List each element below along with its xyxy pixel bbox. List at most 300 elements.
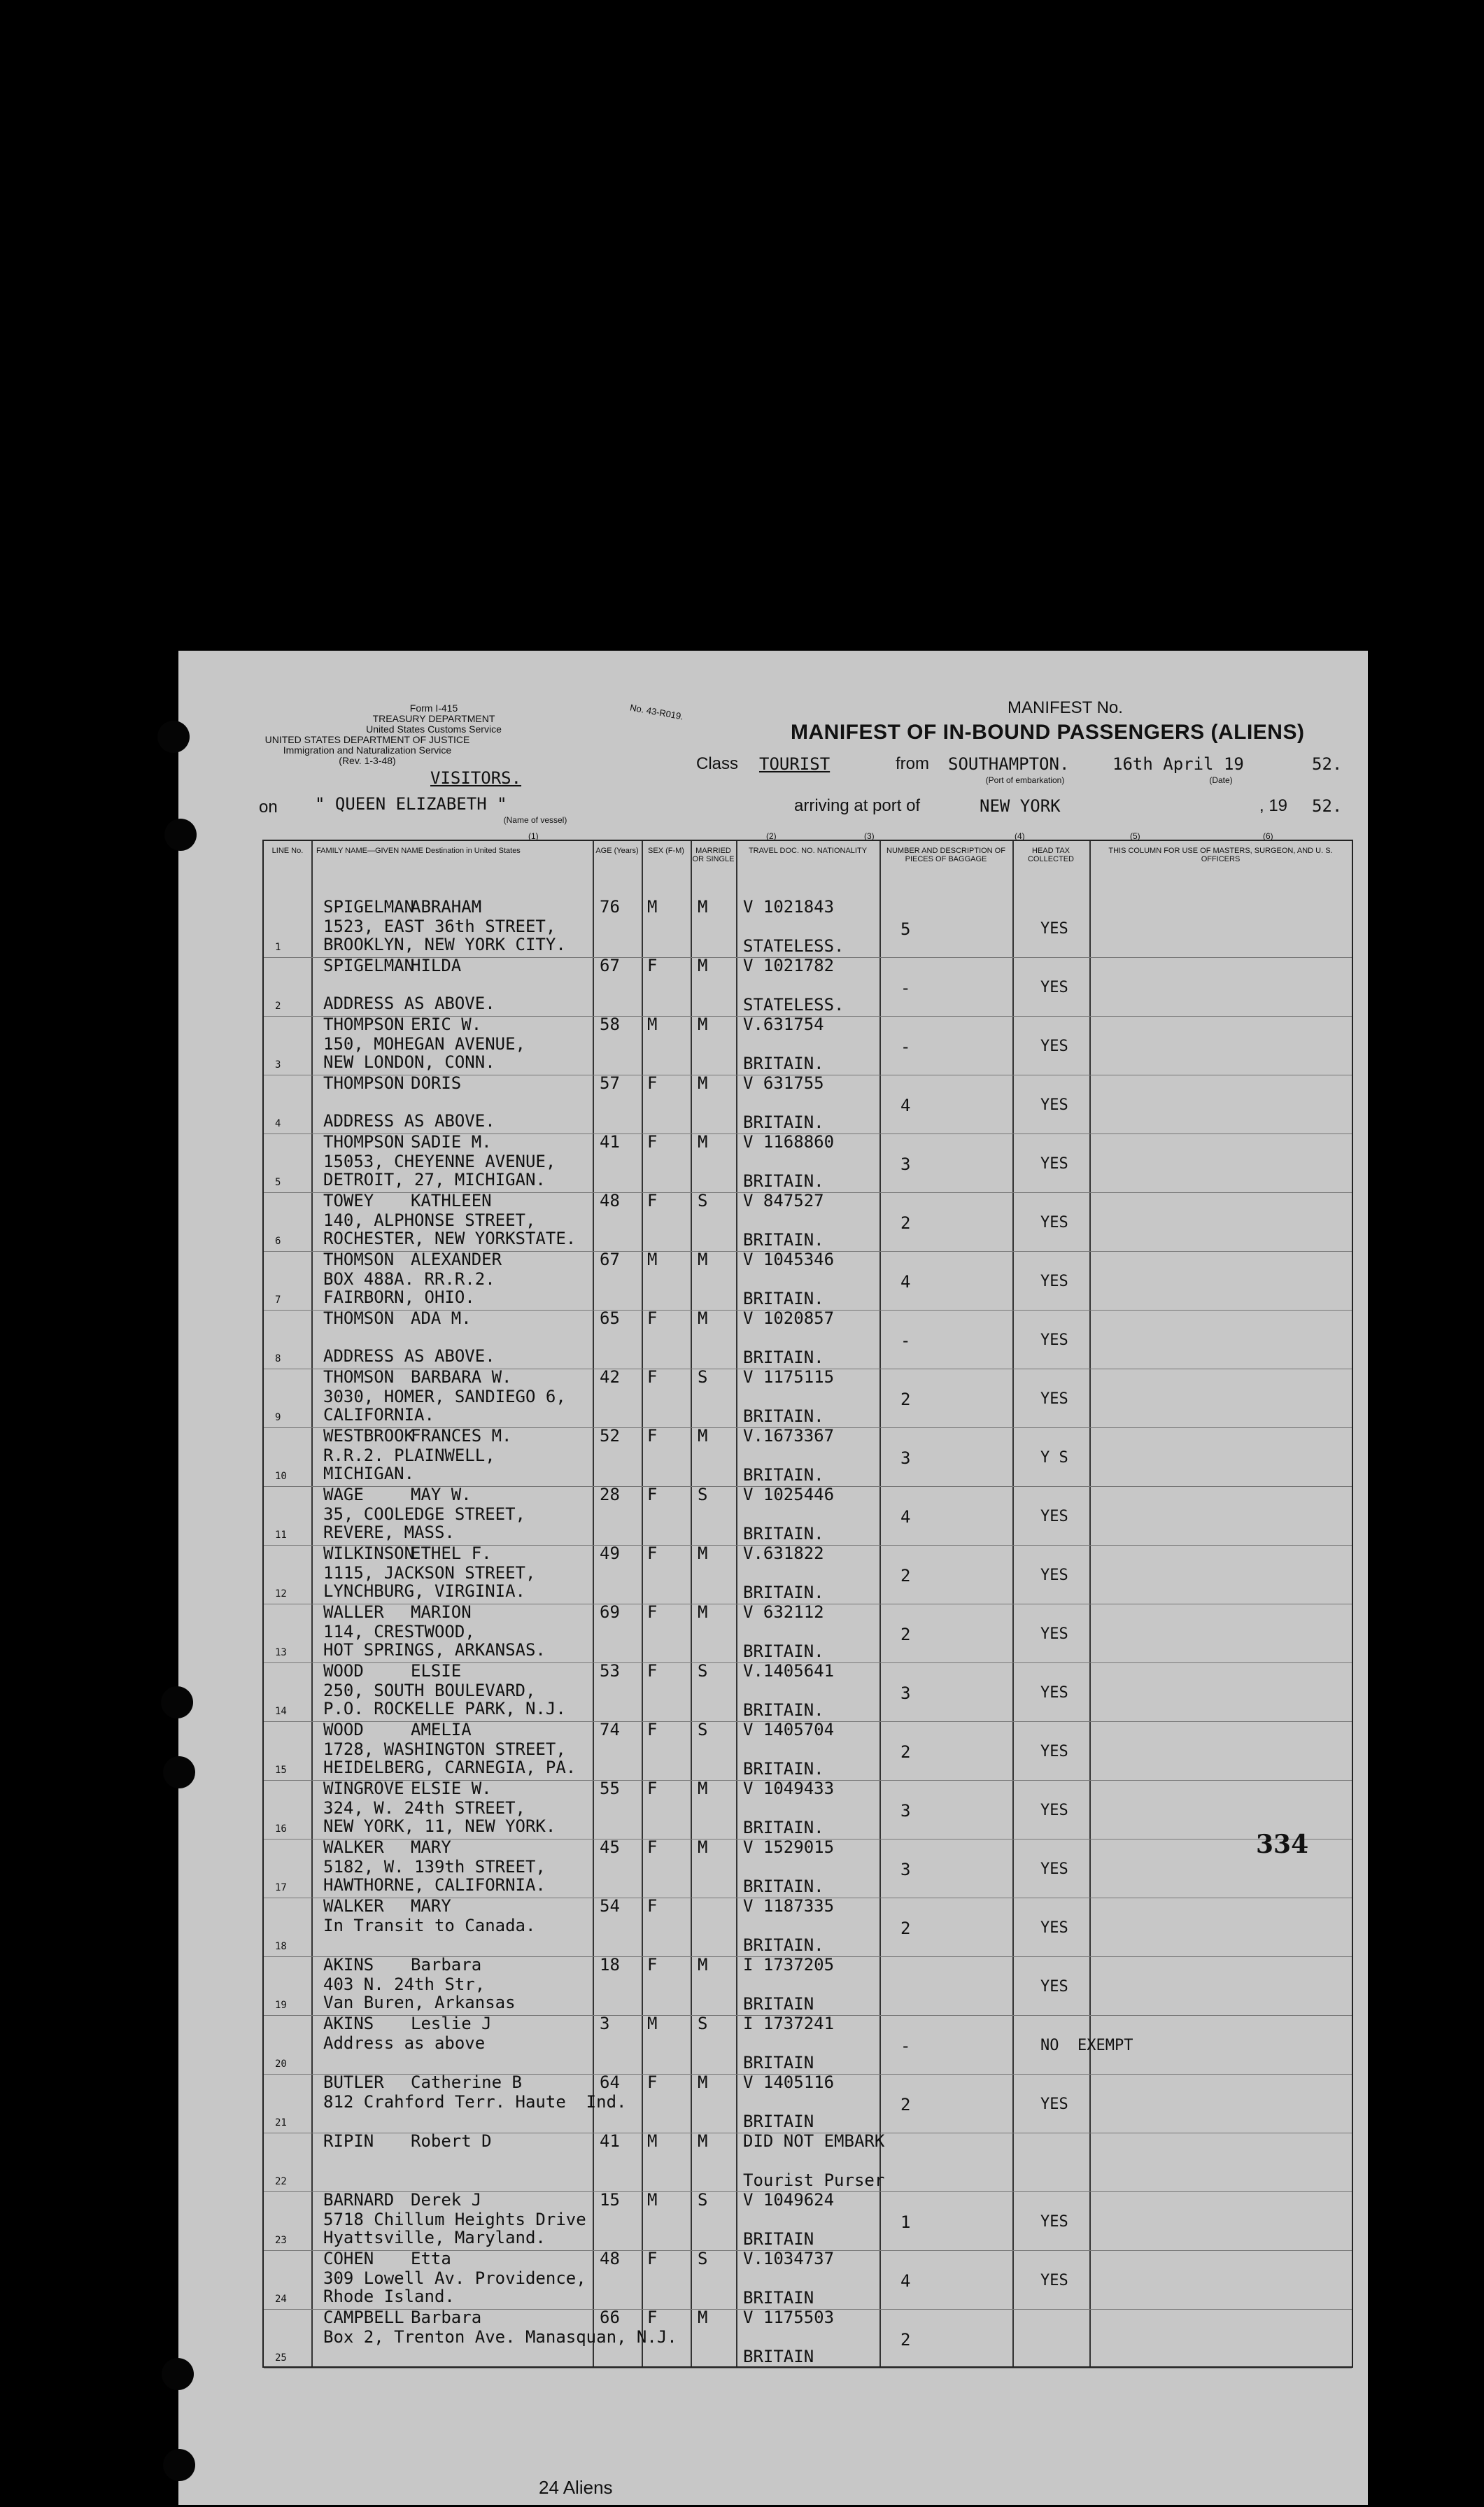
cell-addr2: REVERE, MASS.: [323, 1523, 455, 1542]
date-year: 52.: [1312, 754, 1343, 774]
cell-ms: M: [698, 2308, 708, 2327]
ins-label: Immigration and Naturalization Service: [283, 744, 452, 756]
cell-sex: F: [647, 1485, 658, 1504]
cell-num: 10: [275, 1471, 287, 1482]
manifest-table: [262, 840, 1353, 2368]
cell-bag: 1: [900, 2212, 911, 2232]
cell-nat: BRITAIN.: [743, 1171, 824, 1191]
cell-bag: 5: [900, 919, 911, 939]
cell-given: Leslie J: [411, 2014, 492, 2033]
cell-family: SPIGELMAN: [323, 956, 415, 975]
cell-ms: M: [698, 1837, 708, 1857]
cell-addr: Box 2, Trenton Ave. Manasquan, N.J.: [323, 2327, 677, 2347]
table-row: [264, 2190, 1352, 2251]
cell-family: WOOD: [323, 1720, 364, 1739]
cell-num: 8: [275, 1353, 281, 1364]
cell-ms: M: [698, 1602, 708, 1622]
cell-num: 16: [275, 1823, 287, 1835]
cell-age: 76: [600, 897, 620, 917]
manifest-number-label: MANIFEST No.: [1008, 698, 1123, 717]
col-number-3: (3): [864, 831, 875, 841]
cell-addr2: ROCHESTER, NEW YORKSTATE.: [323, 1229, 577, 1248]
cell-nat: BRITAIN.: [743, 1230, 824, 1250]
cell-family: CAMPBELL: [323, 2308, 404, 2327]
punch-hole: [162, 2358, 194, 2390]
table-row: [264, 2249, 1352, 2310]
cell-nat: BRITAIN.: [743, 1113, 824, 1132]
cell-doc: V.1673367: [743, 1426, 835, 1446]
table-row: [264, 1602, 1352, 1663]
cell-nat: BRITAIN: [743, 1994, 814, 2014]
punch-hole: [163, 1756, 195, 1788]
cell-age: 48: [600, 2249, 620, 2268]
cell-ms: S: [698, 1720, 708, 1739]
cell-bag: 2: [900, 1213, 911, 1233]
cell-nat: BRITAIN.: [743, 1935, 824, 1955]
cell-addr: 1115, JACKSON STREET,: [323, 1563, 536, 1583]
cell-tax: YES: [1040, 1508, 1068, 1525]
cell-addr: 324, W. 24th STREET,: [323, 1798, 525, 1818]
cell-family: WAGE: [323, 1485, 364, 1504]
cell-doc: V 1175503: [743, 2308, 835, 2327]
cell-doc: V 1529015: [743, 1837, 835, 1857]
cell-age: 65: [600, 1308, 620, 1328]
cell-sex: F: [647, 1896, 658, 1916]
cell-tax: NO EXEMPT: [1040, 2037, 1133, 2054]
cell-tax: YES: [1040, 979, 1068, 996]
cell-age: 66: [600, 2308, 620, 2327]
col-number-6: (6): [1263, 831, 1273, 841]
cell-age: 67: [600, 1250, 620, 1269]
cell-ms: M: [698, 1015, 708, 1034]
table-row: [264, 1955, 1352, 2016]
cell-addr2: MICHIGAN.: [323, 1464, 415, 1483]
cell-doc: V 1025446: [743, 1485, 835, 1504]
cell-doc: V 632112: [743, 1602, 824, 1622]
cell-nat: BRITAIN.: [743, 1406, 824, 1426]
table-row: [264, 1426, 1352, 1487]
cell-age: 54: [600, 1896, 620, 1916]
cell-addr: 1728, WASHINGTON STREET,: [323, 1739, 566, 1759]
cell-family: WESTBROOK: [323, 1426, 415, 1446]
cell-tax: YES: [1040, 2096, 1068, 2113]
col-header-baggage: NUMBER AND DESCRIPTION OF PIECES OF BAGGAGE: [886, 847, 1005, 863]
page-stamp-number: 334: [1256, 1830, 1309, 1859]
cell-given: DORIS: [411, 1073, 462, 1093]
cell-sex: F: [647, 2308, 658, 2327]
cell-nat: BRITAIN: [743, 2347, 814, 2366]
table-row: [264, 1015, 1352, 1075]
cell-ms: S: [698, 2014, 708, 2033]
cell-sex: M: [647, 2190, 658, 2210]
cell-family: WINGROVE: [323, 1779, 404, 1798]
cell-given: ELSIE W.: [411, 1779, 492, 1798]
cell-doc: V 1021843: [743, 897, 835, 917]
cell-doc: V 1405116: [743, 2072, 835, 2092]
table-row: [264, 1250, 1352, 1311]
cell-sex: F: [647, 1426, 658, 1446]
cell-age: 18: [600, 1955, 620, 1975]
customs-service: United States Customs Service: [366, 723, 502, 735]
cell-family: WOOD: [323, 1661, 364, 1681]
cell-doc: V 1175115: [743, 1367, 835, 1387]
cell-bag: 3: [900, 1154, 911, 1174]
cell-sex: F: [647, 1544, 658, 1563]
cell-age: 69: [600, 1602, 620, 1622]
cell-bag: 4: [900, 1272, 911, 1292]
cell-num: 3: [275, 1059, 281, 1071]
cell-num: 21: [275, 2117, 287, 2128]
cell-tax: YES: [1040, 1978, 1068, 1996]
cell-nat: BRITAIN: [743, 2288, 814, 2308]
cell-family: BUTLER: [323, 2072, 384, 2092]
cell-doc: V 1020857: [743, 1308, 835, 1328]
cell-given: ETHEL F.: [411, 1544, 492, 1563]
cell-nat: BRITAIN: [743, 2229, 814, 2249]
cell-tax: YES: [1040, 920, 1068, 938]
cell-family: TOWEY: [323, 1191, 374, 1210]
cell-age: 53: [600, 1661, 620, 1681]
table-row: [264, 1837, 1352, 1898]
cell-family: THOMPSON: [323, 1132, 404, 1152]
cell-addr: 140, ALPHONSE STREET,: [323, 1210, 536, 1230]
cell-addr2: P.O. ROCKELLE PARK, N.J.: [323, 1699, 566, 1718]
cell-num: 19: [275, 2000, 287, 2011]
cell-tax: YES: [1040, 1743, 1068, 1760]
cell-sex: M: [647, 1250, 658, 1269]
cell-sex: F: [647, 1191, 658, 1210]
cell-nat: BRITAIN.: [743, 1641, 824, 1661]
cell-nat: Tourist Purser: [743, 2170, 885, 2190]
col-header-marital: MARRIED OR SINGLE: [692, 847, 735, 863]
cell-sex: F: [647, 1308, 658, 1328]
cell-addr2: DETROIT, 27, MICHIGAN.: [323, 1170, 546, 1189]
treasury-dept: TREASURY DEPARTMENT: [372, 713, 495, 724]
cell-given: Catherine B: [411, 2072, 522, 2092]
cell-doc: V 847527: [743, 1191, 824, 1210]
doj-label: UNITED STATES DEPARTMENT OF JUSTICE: [264, 734, 470, 745]
cell-age: 42: [600, 1367, 620, 1387]
cell-nat: BRITAIN.: [743, 1524, 824, 1544]
cell-addr: 1523, EAST 36th STREET,: [323, 917, 556, 936]
table-row: [264, 1661, 1352, 1722]
table-row: [264, 2072, 1352, 2133]
table-row: [264, 2308, 1352, 2368]
cell-nat: BRITAIN.: [743, 1054, 824, 1073]
col-header-head-tax: HEAD TAX COLLECTED: [1027, 847, 1075, 863]
cell-nat: BRITAIN.: [743, 1348, 824, 1367]
punch-hole: [164, 819, 197, 851]
cell-sex: F: [647, 1779, 658, 1798]
cell-ms: S: [698, 1367, 708, 1387]
cell-family: THOMPSON: [323, 1073, 404, 1093]
cell-nat: BRITAIN.: [743, 1700, 824, 1720]
cell-addr: 5182, W. 139th STREET,: [323, 1857, 546, 1877]
cell-ms: M: [698, 1308, 708, 1328]
arriving-label: arriving at port of: [794, 796, 921, 815]
cell-num: 24: [275, 2294, 287, 2305]
table-row: [264, 1073, 1352, 1134]
arrive-year-prefix: , 19: [1259, 796, 1288, 815]
cell-family: THOMSON: [323, 1250, 395, 1269]
cell-addr: 15053, CHEYENNE AVENUE,: [323, 1152, 556, 1171]
cell-doc: V 1049624: [743, 2190, 835, 2210]
cell-bag: -: [900, 1037, 911, 1057]
cell-tax: Y S: [1040, 1449, 1068, 1467]
cell-given: ELSIE: [411, 1661, 462, 1681]
cell-doc: V 1045346: [743, 1250, 835, 1269]
cell-num: 25: [275, 2352, 287, 2364]
cell-addr2: Rhode Island.: [323, 2287, 455, 2306]
cell-addr2: ADDRESS AS ABOVE.: [323, 1346, 495, 1366]
cell-bag: 4: [900, 1096, 911, 1115]
cell-bag: 4: [900, 1507, 911, 1527]
cell-nat: BRITAIN: [743, 2053, 814, 2072]
form-number: Form I-415: [409, 702, 458, 714]
cell-tax: YES: [1040, 1567, 1068, 1584]
cell-tax: YES: [1040, 2213, 1068, 2231]
cell-doc: V.631822: [743, 1544, 824, 1563]
cell-bag: 2: [900, 1625, 911, 1644]
cell-family: AKINS: [323, 2014, 374, 2033]
cell-doc: V 1405704: [743, 1720, 835, 1739]
arriving-port: NEW YORK: [980, 796, 1061, 816]
cell-given: HILDA: [411, 956, 462, 975]
cell-given: SADIE M.: [411, 1132, 492, 1152]
cell-addr2: CALIFORNIA.: [323, 1405, 434, 1425]
cell-given: FRANCES M.: [411, 1426, 512, 1446]
cell-addr2: FAIRBORN, OHIO.: [323, 1287, 475, 1307]
vessel-label: (Name of vessel): [503, 815, 567, 825]
cell-num: 17: [275, 1882, 287, 1893]
punch-hole: [163, 2449, 195, 2481]
cell-family: AKINS: [323, 1955, 374, 1975]
cell-age: 45: [600, 1837, 620, 1857]
col-header-line: LINE No.: [271, 847, 304, 855]
col-number-5: (5): [1130, 831, 1140, 841]
cell-bag: 4: [900, 2271, 911, 2291]
rev-label: (Rev. 1-3-48): [339, 755, 396, 766]
cell-sex: F: [647, 1955, 658, 1975]
cell-given: Etta: [411, 2249, 451, 2268]
cell-addr2: BROOKLYN, NEW YORK CITY.: [323, 935, 566, 954]
cell-sex: F: [647, 1720, 658, 1739]
cell-num: 9: [275, 1412, 281, 1423]
class-label: Class: [696, 754, 739, 773]
table-row: [264, 1896, 1352, 1957]
cell-addr: 35, COOLEDGE STREET,: [323, 1504, 525, 1524]
cell-family: RIPIN: [323, 2131, 374, 2151]
cell-nat: BRITAIN.: [743, 1465, 824, 1485]
cell-age: 41: [600, 1132, 620, 1152]
col-number-2: (2): [766, 831, 777, 841]
cell-bag: 3: [900, 1448, 911, 1468]
table-row: [264, 2131, 1352, 2192]
cell-ms: M: [698, 956, 708, 975]
cell-family: WALLER: [323, 1602, 384, 1622]
cell-sex: M: [647, 897, 658, 917]
cell-age: 48: [600, 1191, 620, 1210]
cell-addr: Address as above: [323, 2033, 486, 2053]
cell-num: 13: [275, 1647, 287, 1658]
manifest-sheet: [178, 651, 1368, 2505]
cell-given: ERIC W.: [411, 1015, 482, 1034]
cell-num: 22: [275, 2176, 287, 2187]
cell-bag: 2: [900, 1742, 911, 1762]
cell-sex: F: [647, 1602, 658, 1622]
cell-ms: M: [698, 1779, 708, 1798]
from-value: SOUTHAMPTON.: [948, 754, 1070, 774]
cell-nat: BRITAIN.: [743, 1583, 824, 1602]
cell-addr2: NEW LONDON, CONN.: [323, 1052, 495, 1072]
cell-ms: S: [698, 1661, 708, 1681]
cell-addr2: Van Buren, Arkansas: [323, 1993, 516, 2012]
col-header-name: FAMILY NAME—GIVEN NAME Destination in United States: [316, 847, 521, 855]
cell-age: 28: [600, 1485, 620, 1504]
cell-age: 57: [600, 1073, 620, 1093]
col-number-4: (4): [1015, 831, 1025, 841]
cell-doc: V 631755: [743, 1073, 824, 1093]
cell-doc: I 1737205: [743, 1955, 835, 1975]
cell-bag: 3: [900, 1801, 911, 1821]
cell-tax: YES: [1040, 1214, 1068, 1231]
cell-sex: F: [647, 1661, 658, 1681]
cell-sex: M: [647, 2131, 658, 2151]
cell-nat: STATELESS.: [743, 995, 845, 1015]
cell-age: 52: [600, 1426, 620, 1446]
cell-given: ALEXANDER: [411, 1250, 502, 1269]
cell-tax: YES: [1040, 1684, 1068, 1702]
cell-addr: BOX 488A. RR.R.2.: [323, 1269, 495, 1289]
cell-given: MARION: [411, 1602, 472, 1622]
cell-family: THOMSON: [323, 1367, 395, 1387]
table-row: [264, 897, 1352, 958]
cell-num: 23: [275, 2235, 287, 2246]
cell-doc: V 1168860: [743, 1132, 835, 1152]
cell-ms: S: [698, 2249, 708, 2268]
cell-ms: M: [698, 1250, 708, 1269]
cell-bag: 2: [900, 2330, 911, 2350]
cell-addr2: HOT SPRINGS, ARKANSAS.: [323, 1640, 546, 1660]
doj-block: [262, 735, 472, 766]
cell-addr: 114, CRESTWOOD,: [323, 1622, 475, 1641]
cell-ms: M: [698, 1955, 708, 1975]
punch-hole: [161, 1686, 193, 1718]
table-row: [264, 1308, 1352, 1369]
table-row: [264, 1367, 1352, 1428]
cell-sex: F: [647, 956, 658, 975]
cell-addr: 3030, HOMER, SANDIEGO 6,: [323, 1387, 566, 1406]
cell-nat: BRITAIN.: [743, 1759, 824, 1779]
table-row: [264, 1544, 1352, 1604]
cell-given: BARBARA W.: [411, 1367, 512, 1387]
cell-nat: BRITAIN.: [743, 1289, 824, 1308]
cell-age: 74: [600, 1720, 620, 1739]
cell-sex: F: [647, 1837, 658, 1857]
cell-family: SPIGELMAN: [323, 897, 415, 917]
cell-num: 7: [275, 1294, 281, 1306]
cell-sex: F: [647, 1073, 658, 1093]
cell-given: KATHLEEN: [411, 1191, 492, 1210]
cell-age: 3: [600, 2014, 610, 2033]
cell-age: 15: [600, 2190, 620, 2210]
cell-tax: YES: [1040, 1625, 1068, 1643]
cell-given: ADA M.: [411, 1308, 472, 1328]
cell-ms: M: [698, 897, 708, 917]
cell-addr: R.R.2. PLAINWELL,: [323, 1446, 495, 1465]
cell-given: MARY: [411, 1896, 451, 1916]
cell-tax: YES: [1040, 1390, 1068, 1408]
cell-family: WILKINSON: [323, 1544, 415, 1563]
table-row: [264, 2014, 1352, 2075]
cell-family: COHEN: [323, 2249, 374, 2268]
cell-sex: F: [647, 2072, 658, 2092]
cell-ms: M: [698, 1426, 708, 1446]
cell-doc: I 1737241: [743, 2014, 835, 2033]
cell-age: 55: [600, 1779, 620, 1798]
table-row: [264, 1779, 1352, 1839]
table-row: [264, 1485, 1352, 1546]
cell-bag: 2: [900, 1919, 911, 1938]
cell-doc: V 1021782: [743, 956, 835, 975]
visitors-label: VISITORS.: [430, 768, 522, 788]
cell-num: 1: [275, 942, 281, 953]
cell-addr: In Transit to Canada.: [323, 1916, 536, 1935]
form-agency-block: [318, 703, 549, 735]
cell-addr2: LYNCHBURG, VIRGINIA.: [323, 1581, 525, 1601]
cell-ms: S: [698, 2190, 708, 2210]
cell-addr: 403 N. 24th Str,: [323, 1975, 486, 1994]
cell-given: Barbara: [411, 2308, 482, 2327]
cell-given: AMELIA: [411, 1720, 472, 1739]
cell-bag: -: [900, 2036, 911, 2056]
cell-addr: 5718 Chillum Heights Drive: [323, 2210, 586, 2229]
cell-bag: -: [900, 1331, 911, 1350]
cell-doc: V 1049433: [743, 1779, 835, 1798]
table-row: [264, 1191, 1352, 1252]
col-header-travel-doc: TRAVEL DOC. NO. NATIONALITY: [748, 847, 868, 855]
cell-tax: YES: [1040, 1096, 1068, 1114]
cell-age: 41: [600, 2131, 620, 2151]
col-header-age: AGE (Years): [595, 847, 639, 855]
cell-doc: V 1187335: [743, 1896, 835, 1916]
cell-doc: V.631754: [743, 1015, 824, 1034]
cell-addr: 812 Crahford Terr. Haute Ind.: [323, 2092, 627, 2112]
cell-ms: M: [698, 2072, 708, 2092]
cell-num: 20: [275, 2058, 287, 2070]
cell-sex: M: [647, 1015, 658, 1034]
cell-num: 5: [275, 1177, 281, 1188]
cell-family: THOMSON: [323, 1308, 395, 1328]
cell-given: MARY: [411, 1837, 451, 1857]
cell-addr2: ADDRESS AS ABOVE.: [323, 1111, 495, 1131]
cell-tax: YES: [1040, 1919, 1068, 1937]
cell-num: 15: [275, 1765, 287, 1776]
cell-family: THOMPSON: [323, 1015, 404, 1034]
cell-family: BARNARD: [323, 2190, 395, 2210]
cell-doc: DID NOT EMBARK: [743, 2131, 885, 2151]
table-row: [264, 1720, 1352, 1781]
cell-num: 14: [275, 1706, 287, 1717]
cell-sex: F: [647, 1367, 658, 1387]
budget-number: No. 43-R019.: [629, 702, 685, 722]
cell-num: 12: [275, 1588, 287, 1599]
cell-age: 67: [600, 956, 620, 975]
from-label: from: [896, 754, 929, 773]
cell-age: 64: [600, 2072, 620, 2092]
cell-nat: STATELESS.: [743, 936, 845, 956]
cell-bag: -: [900, 978, 911, 998]
